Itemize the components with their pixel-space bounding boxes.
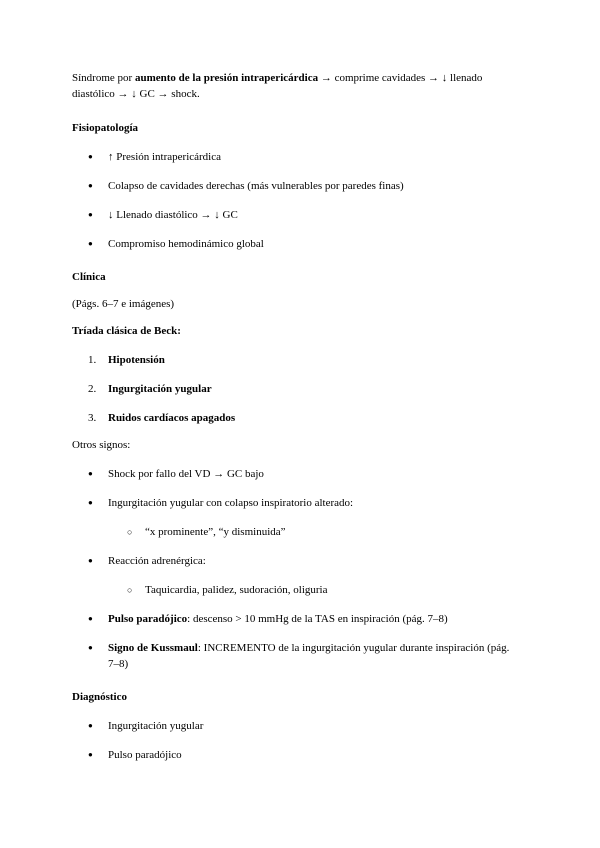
sub-list-item: ○ “x prominente”, “y disminuida” [72,524,522,540]
pulso-paradojico-text: : descenso > 10 mmHg de la TAS en inspiración (pág. 7–8) [187,613,448,625]
beck-number: 2. [88,383,97,395]
sub-list-item: ○ Taquicardia, palidez, sudoración, oliguria [72,582,522,598]
beck-item [72,410,522,426]
list-item: ● Ingurgitación yugular [72,718,522,734]
list-item: ● Ingurgitación yugular con colapso inspiratorio alterado: [72,495,522,511]
beck-item [72,352,522,368]
list-item: ● Pulso paradójico [72,747,522,763]
beck-text: Hipotensión [108,354,165,366]
intro-prefix: Síndrome por [72,72,135,84]
list-item [72,640,522,672]
kussmaul-label: Signo de Kussmaul [108,642,198,654]
heading-clinica: Clínica [72,271,106,283]
clinica-ref: (Págs. 6–7 e imágenes) [72,298,175,310]
beck-number: 3. [88,412,97,424]
beck-item [72,381,522,397]
beck-text: Ruidos cardíacos apagados [108,412,236,424]
beck-title: Tríada clásica de Beck: [72,325,181,337]
beck-text: Ingurgitación yugular [108,383,212,395]
list-item: ● Shock por fallo del VD → GC bajo [72,466,522,482]
otros-signos-label: Otros signos: [72,439,131,451]
heading-fisiopatologia: Fisiopatología [72,122,139,134]
list-item: ● Reacción adrenérgica: [72,553,522,569]
list-item: ● Colapso de cavidades derechas (más vulnerables por paredes finas) [72,178,522,194]
list-item: ● Compromiso hemodinámico global [72,236,522,252]
intro-paragraph [72,70,522,102]
otros-signos-list [72,466,522,672]
diagnostico-list [72,718,522,763]
list-item [72,611,522,627]
kussmaul-text: : INCREMENTO de la ingurgitación yugular durante inspiración (pág. 7–8) [108,642,510,670]
document-content [72,70,522,763]
beck-number: 1. [88,354,97,366]
pulso-paradojico-label: Pulso paradójico [108,613,188,625]
list-item: ● ↑ Presión intrapericárdica [72,149,522,165]
heading-diagnostico: Diagnóstico [72,691,127,703]
fisiopatologia-list [72,149,522,252]
intro-suffix: → comprime cavidades → ↓ llenado diastólico → ↓ GC → shock. [72,72,483,100]
intro-bold: aumento de la presión intrapericárdica [134,72,319,84]
list-item: ● ↓ Llenado diastólico → ↓ GC [72,207,522,223]
beck-list [72,352,522,426]
